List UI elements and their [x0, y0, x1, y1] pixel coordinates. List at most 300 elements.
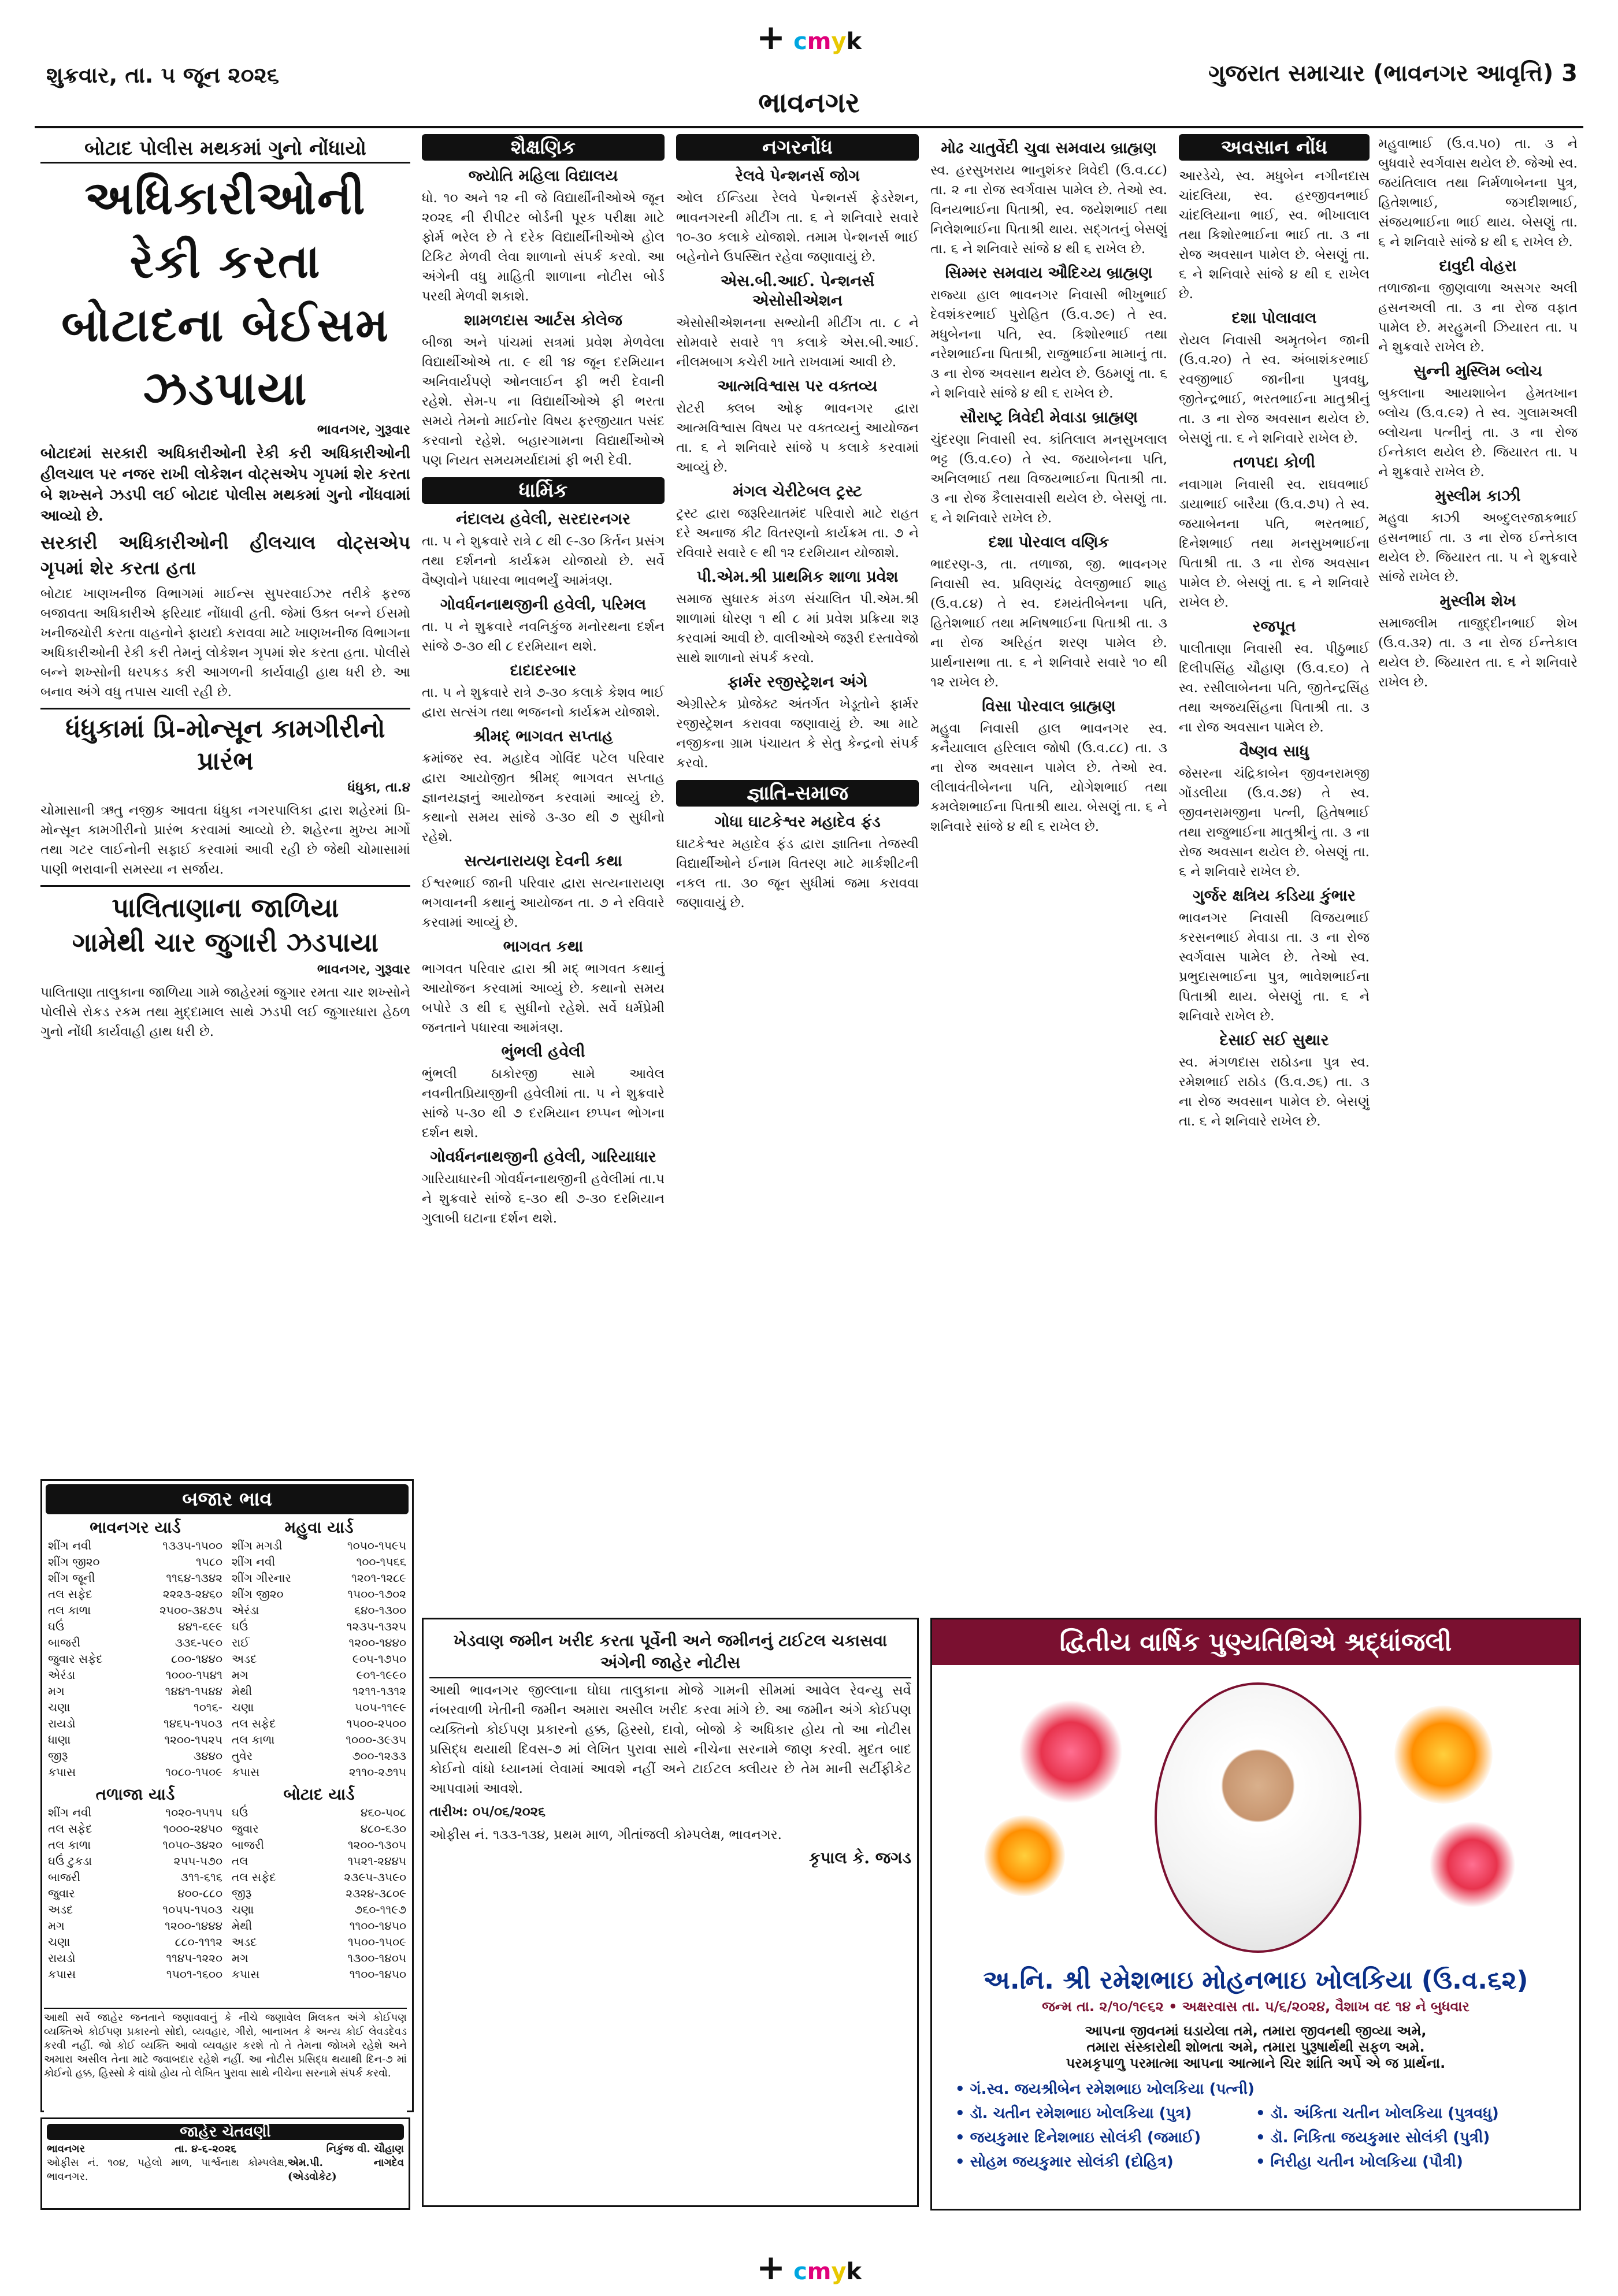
- cmyk-k: k: [846, 28, 862, 55]
- land-notice-address: ઓફીસ નં. ૧૩૩-૧૩૪, પ્રથમ માળ, ગીતાંજલી કોમ્પલેક્ષ, ભાવનગર.: [429, 1827, 782, 1842]
- market-row: [229, 1901, 409, 1918]
- cmyk-k: k: [846, 2258, 862, 2285]
- commodity-name: ચણા: [48, 1935, 70, 1949]
- obituary-item-body: સ્વ. મંગળદાસ રાઠોડના પુત્ર સ્વ. રમેશભાઈ રાઠોડ (ઉ.વ.૭૬) તા. ૩ ના રોજ અવસાન પામેલ છે. બેસણું તા. ૬ ને શનિવારે રાખેલ છે.: [1179, 1055, 1370, 1129]
- left-news-column: [40, 134, 410, 1451]
- commodity-name: શીંગ જી૨૦: [232, 1587, 284, 1601]
- newspaper-edition: ગુજરાત સમાચાર (ભાવનગર આવૃત્તિ) 3: [1208, 60, 1578, 87]
- obituary-item-head: દશા પોલાવાલ: [1231, 309, 1317, 327]
- flower-icon: [1019, 1700, 1123, 1804]
- warning-address: ઓફીસ નં. ૧૦૪, પહેલો માળ, પાર્શ્વનાથ કોમ્પલેક્ષ, ભાવનગર.: [47, 2157, 288, 2183]
- header-rule: [35, 126, 1583, 128]
- cmyk-c: c: [793, 2258, 807, 2285]
- community-head: ગોધા ઘાટકેશ્વર મહાદેવ ફંડ: [714, 813, 881, 831]
- commodity-price: ૪૬૦-૫૦૮: [360, 1805, 406, 1819]
- commodity-name: શીંગ નવી: [232, 1555, 276, 1569]
- market-row: [46, 1651, 225, 1667]
- market-row: [229, 1586, 409, 1602]
- yard-talaja-head: તળાજા યાર્ડ: [95, 1785, 175, 1804]
- obituary-left-item-body: ચુંદરણા નિવાસી સ્વ. કાંતિલાલ મનસુખલાલ ભટ્ટ (ઉ.વ.૯૦) તે સ્વ. જયાબેનના પતિ, અનિલભાઈ તથા વિજયભાઈના પિતાશ્રી તા. ૩ ના રોજ કૈલાસવાસી થયેલ છે. બેસણું તા. ૬ ને શનિવારે રાખેલ છે.: [930, 432, 1167, 526]
- crosshair-icon: +: [756, 17, 786, 58]
- obituary-right-item-body: બુકલાના આયશાબેન હેમતખાન બ્લોચ (ઉ.વ.૯૨) તે સ્વ. ગુલામઅલી બ્લોચના પત્નીનું તા. ૩ ના રોજ ઈન્તેકાલ થયેલ છે. જિયારત તા. ૫ ને શુક્રવારે રાખેલ છે.: [1378, 386, 1578, 480]
- commodity-name: અડદ: [48, 1903, 73, 1916]
- market-row: [46, 1699, 225, 1715]
- obituary-left-list: [930, 139, 1167, 837]
- commodity-name: તલ સફેદ: [48, 1822, 92, 1836]
- obituary-item-head: ગુર્જર ક્ષત્રિય કડિયા કુંભાર: [1193, 887, 1356, 905]
- commodity-name: તલ સફેદ: [48, 1587, 92, 1601]
- market-row: [229, 1554, 409, 1570]
- bhavnagar-yard-table: [46, 1537, 225, 1780]
- obituary-list: [1179, 166, 1370, 1131]
- commodity-price: ૪૮૦-૬૩૦: [360, 1822, 406, 1836]
- warning-date: તા. ૪-૬-૨૦૨૬: [175, 2143, 237, 2155]
- botad-yard-table: [229, 1804, 409, 1982]
- religious-item-body: ગારિયાધારની ગોવર્ધનનાથજીની હવેલીમાં તા.૫ ને શુક્રવારે સાંજે ૬-૩૦ થી ૭-૩૦ દરમિયાન ગુલાબી ઘટાના દર્શન થશે.: [422, 1172, 665, 1226]
- commodity-name: જુવાર: [232, 1822, 259, 1836]
- commodity-name: રાઈ: [232, 1636, 250, 1649]
- commodity-name: બાજરી: [48, 1870, 80, 1884]
- market-row: [46, 1885, 225, 1901]
- obituary-left-item-body: સ્વ. હરસુખરાય ભાનુશંકર ત્રિવેદી (ઉ.વ.૮૮) તા. ૨ ના રોજ સ્વર્ગવાસ પામેલ છે. તેઓ સ્વ. વિનયભાઈના પિતાશ્રી, સ્વ. જયેશભાઈ તથા નિલેશભાઈના પિતાશ્રી થાય. સદ્ગતનું બેસણું તા. ૬ ને શનિવારે સાંજે ૪ થી ૬ રાખેલ છે.: [930, 163, 1167, 257]
- commodity-name: અડદ: [232, 1652, 257, 1666]
- warning-place: ભાવનગર: [47, 2143, 85, 2155]
- monsoon-story: [40, 708, 410, 879]
- commodity-name: રાયડો: [48, 1717, 76, 1730]
- gambling-headline-1: પાલિતાણાના જાળિયા: [112, 892, 339, 923]
- tribute-ad: [930, 1618, 1581, 2210]
- commodity-price: ૮૦૦-૧૪૪૦: [171, 1652, 222, 1666]
- commodity-price: ૧૦૫૦-૩૪૨૦: [162, 1838, 222, 1852]
- commodity-name: બાજરી: [48, 1636, 80, 1649]
- religious-item-body: ક્રમાંજર સ્વ. મહાદેવ ગોવિંદ પટેલ પરિવાર દ્વારા આયોજીત શ્રીમદ્ ભાગવત સપ્તાહ જ્ઞાનયજ્ઞનું આયોજન કરવામાં આવ્યું છે. કથાનો સમય સાંજે ૩-૩૦ થી ૭ સુધીનો રહેશે.: [422, 751, 665, 845]
- obituary-item-body: જેસરના ચંદ્રિકાબેન જીવનરામજી ગોંડલીયા (ઉ.વ.૭૪) તે સ્વ. જીવનરામજીના પત્ની, હિતેષભાઈ તથા રાજુભાઈના માતુશ્રીનું તા. ૩ ના રોજ અવસાન થયેલ છે. બેસણું તા. ૬ ને શનિવારે રાખેલ છે.: [1179, 766, 1370, 879]
- religious-list: [422, 510, 665, 1228]
- family-member: • ગં.સ્વ. જયશ્રીબેન રમેશભાઇ ખોલકિયા (પત્ની): [955, 2080, 1255, 2098]
- land-notice-body: આથી ભાવનગર જીલ્લાના ઘોઘા તાલુકાના મોજે ગામની સીમમાં આવેલ રેવન્યુ સર્વે નંબરવાળી ખેતીની જમીન અમારા અસીલ ખરીદ કરવા માંગે છે. આ જમીન અંગે કોઈપણ વ્યક્તિનો કોઈપણ પ્રકારનો હક્ક, હિસ્સો, દાવો, બોજો કે અધિકાર હોય તો આ નોટીસ પ્રસિદ્ધ થયાથી દિવસ-૭ માં લેખિત પુરાવા સાથે નીચેના સરનામે જાણ કરવી. મુદત બાદ કોઈનો વાંધો ધ્યાનમાં લેવામાં આવશે નહીં અને ટાઈટલ ક્લીયર છે તેમ માની સર્ટીફીકેટ આપવામાં આવશે.: [429, 1683, 911, 1796]
- market-row: [46, 1837, 225, 1853]
- commodity-price: ૧૪૪૧-૧૫૪૪: [165, 1684, 222, 1698]
- tribute-message-1: આપના જીવનમાં ઘડાયેલા તમે, તમારા જીવનથી જીવ્યા અમે,: [1085, 2023, 1427, 2039]
- commodity-name: જીરૂ: [232, 1886, 252, 1900]
- city-news-item-head: મંગલ ચેરીટેબલ ટ્રસ્ટ: [733, 482, 862, 500]
- tribute-title: દ્વિતીય વાર્ષિક પુણ્યતિથિએ શ્રદ્ધાંજલી: [932, 1619, 1579, 1665]
- market-row: [46, 1950, 225, 1966]
- city-news-list: [676, 166, 919, 773]
- market-row: [229, 1885, 409, 1901]
- commodity-price: ૧૨૦૦-૧૩૦૫: [347, 1838, 406, 1852]
- land-notice-title: ખેડવાણ જમીન ખરીદ કરતા પૂર્વેની અને જમીનનું ટાઈટલ ચકાસવા અંગેની જાહેર નોટીસ: [429, 1630, 911, 1678]
- market-row: [46, 1732, 225, 1748]
- flower-icon: [1394, 1706, 1493, 1804]
- obituary-item-head: વૈષ્ણવ સાધુ: [1239, 742, 1309, 760]
- market-row: [229, 1602, 409, 1618]
- religious-item-head: ભાગવત કથા: [503, 938, 584, 956]
- commodity-name: શીંગ ગીરનાર: [232, 1571, 291, 1585]
- religious-item-body: તા. ૫ ને શુક્રવારે રાત્રે ૮ થી ૯-૩૦ કિર્તન પ્રસંગ તથા દર્શનનો કાર્યક્રમ યોજાયો છે. સર્વે વૈષ્ણવોને પધારવા ભાવભર્યું આમંત્રણ.: [422, 534, 665, 588]
- market-row: [229, 1837, 409, 1853]
- commodity-name: તલ કાળા: [48, 1838, 91, 1852]
- city-news-item-body: રોટરી ક્લબ ઓફ ભાવનગર દ્વારા આત્મવિશ્વાસ વિષય પર વક્તવ્યનું આયોજન તા. ૬ ને શનિવારે સાંજે ૫ કલાકે કરવામાં આવ્યું છે.: [676, 401, 919, 475]
- land-title-notice: [422, 1618, 919, 2207]
- market-row: [46, 1869, 225, 1885]
- obituary-right-item-head: દાવુદી વોહરા: [1439, 257, 1517, 275]
- commodity-price: ૧૪૬૫-૧૫૦૩: [163, 1717, 222, 1730]
- commodity-price: ૧૫૮૦: [196, 1555, 222, 1569]
- commodity-price: ૨૧૧૦-૨૭૧૫: [348, 1765, 406, 1779]
- obituary-item-head: તળપદા કોળી: [1233, 454, 1316, 471]
- market-row: [46, 1715, 225, 1732]
- obituary-left-item-head: વિસા પોરવાલ બ્રાહ્મણ: [982, 697, 1116, 715]
- commodity-price: ૧૫૦૦-૨૫૦૦: [346, 1717, 406, 1730]
- commodity-price: ૧૦૫૫-૧૫૦૩: [162, 1903, 222, 1916]
- city-news-item-head: પી.એમ.શ્રી પ્રાથમિક શાળા પ્રવેશ: [696, 568, 899, 586]
- obituary-item-body: રોયલ નિવાસી અમૃતબેન જાની (ઉ.વ.૨૦) તે સ્વ. અંબાશંકરભાઈ રવજીભાઈ જાનીના પુત્રવધુ, જીતેન્દ્રભાઈ, ભરતભાઈના માતુશ્રીનું તા. ૩ ના રોજ અવસાન થયેલ છે. બેસણું તા. ૬ ને શનિવારે રાખેલ છે.: [1179, 333, 1370, 446]
- family-member: • સોહમ જયકુમાર સોલંકી (દોહિત્ર): [955, 2153, 1174, 2171]
- warning-title: જાહેર ચેતવણી: [47, 2124, 404, 2140]
- commodity-name: ઘઉં ટુકડા: [48, 1854, 92, 1868]
- commodity-price: ૫૦૫-૧૧૯૯: [355, 1700, 406, 1714]
- obituary-column-left: [930, 134, 1167, 1619]
- obituary-left-item-body: ભાદરણ-૩, તા. તળાજા, જી. ભાવનગર નિવાસી સ્વ. પ્રવિણચંદ્ર વેલજીભાઈ શાહ (ઉ.વ.૮૪) તે સ્વ. દમયંતીબેનના પતિ, હિતેશભાઈ તથા મનિષભાઈના પિતાશ્રી તા. ૩ ના રોજ અરિહંત શરણ પામેલ છે. પ્રાર્થનાસભા તા. ૬ ને શનિવારે સવારે ૧૦ થી ૧૨ રાખેલ છે.: [930, 557, 1167, 690]
- commodity-name: ધાણા: [48, 1733, 71, 1747]
- religious-item-body: ઈશ્વરભાઈ જાની પરિવાર દ્વારા સત્યનારાયણ ભગવાનની કથાનું આયોજન તા. ૭ ને રવિવારે કરવામાં આવ્યું છે.: [422, 876, 665, 930]
- commodity-price: ૧૨૩૫-૧૩૨૫: [346, 1619, 406, 1633]
- commodity-price: ૧૫૨૧-૨૪૪૫: [347, 1854, 406, 1868]
- warning-body: આથી સર્વે જાહેર જનતાને જણાવવાનું કે નીચે જણાવેલ મિલકત અંગે કોઈપણ વ્યક્તિએ કોઈપણ પ્રકારનો સોદો, વ્યવહાર, ગીરો, બાનાખત કે અન્ય કોઈ લેવડદેવડ કરવી નહીં. જો કોઈ વ્યક્તિ આવો વ્યવહાર કરશે તો તે તેમના જોખમે રહેશે અને અમારા અસીલ તેના માટે જવાબદાર રહેશે નહીં. આ નોટીસ પ્રસિદ્ધ થયાથી દિન-૭ માં કોઈનો હક્ક, હિસ્સો કે વાંધો હોય તો લેખિત પુરાવા સાથે નીચેના સરનામે સંપર્ક કરવો.: [44, 2012, 407, 2079]
- commodity-name: તલ સફેદ: [232, 1717, 276, 1730]
- market-row: [229, 1934, 409, 1950]
- commodity-name: તુવેર: [232, 1749, 253, 1763]
- commodity-price: ૧૨૦૦-૧૪૪૪: [165, 1919, 222, 1933]
- land-notice-advocate: કૃપાલ કે. જગડ: [808, 1848, 911, 1867]
- commodity-price: ૧૦૫૦-૧૫૯૫: [347, 1539, 406, 1552]
- obituary-right-item-body: મહુવાભાઈ (ઉ.વ.૫૦) તા. ૩ ને બુધવારે સ્વર્ગવાસ થયેલ છે. જેઓ સ્વ. જયંતિલાલ તથા નિર્મળાબેનના પુત્ર, હિતેશભાઈ, જગદીશભાઈ, સંજયભાઈના ભાઈ થાય. બેસણું તા. ૬ ને શનિવારે સાંજે ૪ થી ૬ રાખેલ છે.: [1378, 136, 1578, 250]
- education-religious-column: [422, 134, 665, 1596]
- city-news-item-body: ઓલ ઈન્ડિયા રેલવે પેન્શનર્સ ફેડરેશન, ભાવનગરની મીટીંગ તા. ૬ ને શનિવારે સવારે ૧૦-૩૦ કલાકે યોજાશે. તમામ પેન્શનર્સ ભાઈ બહેનોને ઉપસ્થિત રહેવા જણાવાયું છે.: [676, 191, 919, 265]
- commodity-name: તલ: [232, 1854, 248, 1868]
- warning-signature-row: [47, 2142, 404, 2156]
- commodity-name: મગ: [48, 1919, 65, 1933]
- commodity-price: ૩૧૧-૬૧૬: [180, 1870, 222, 1884]
- portrait-photo: [1155, 1682, 1361, 1953]
- commodity-name: ઘઉં: [232, 1619, 248, 1633]
- religious-item-head: દાદાદરબાર: [510, 662, 577, 679]
- commodity-price: ૧૨૦૦-૧૫૨૫: [164, 1733, 222, 1747]
- market-row: [229, 1918, 409, 1934]
- obituary-item-body: નવાગામ નિવાસી સ્વ. રાઘવભાઈ ડાયાભાઈ બારૈયા (ઉ.વ.૭૫) તે સ્વ. જયાબેનના પતિ, ભરતભાઈ, દિનેશભાઈ તથા મનસુખભાઈના પિતાશ્રી તા. ૩ ના રોજ અવસાન પામેલ છે. બેસણું તા. ૬ ને શનિવારે રાખેલ છે.: [1179, 477, 1370, 610]
- market-row: [46, 1918, 225, 1934]
- education-item-head: શામળદાસ આર્ટસ કોલેજ: [464, 311, 622, 329]
- family-member: • નિરીહા ચતીન ખોલકિયા (પૌત્રી): [1256, 2153, 1463, 2171]
- obituary-item-body: પાલીતાણા નિવાસી સ્વ. પીઠુભાઈ દિલીપસિંહ ચૌહાણ (ઉ.વ.૬૦) તે સ્વ. રસીલાબેનના પતિ, જીતેન્દ્રસિંહ તથા અજયસિંહના પિતાશ્રી તા. ૩ ના રોજ અવસાન પામેલ છે.: [1179, 641, 1370, 735]
- obituary-right-item-body: તળાજાના જીણવાળા અસગર અલી હસનઅલી તા. ૩ ના રોજ વફાત પામેલ છે. મરહુમની ઝિયારત તા. ૫ ને શુક્રવારે રાખેલ છે.: [1378, 281, 1578, 355]
- commodity-price: ૧૩૦૦-૧૪૦૫: [347, 1951, 406, 1965]
- obituary-left-item-head: મોઢ ચાતુર્વેદી ચુવા સમવાય બ્રાહ્મણ: [941, 139, 1157, 157]
- obituary-item-body: ભાવનગર નિવાસી વિજયભાઈ કરસનભાઈ મેવાડા તા. ૩ ના રોજ સ્વર્ગવાસ પામેલ છે. તેઓ સ્વ. પ્રભુદાસભાઈના પુત્ર, ભાવેશભાઈના પિતાશ્રી થાય. બેસણું તા. ૬ ને શનિવારે રાખેલ છે.: [1179, 911, 1370, 1024]
- commodity-price: ૬૪૦-૧૩૦૦: [354, 1603, 406, 1617]
- issue-date: શુક્રવાર, તા. ૫ જૂન ૨૦૨૬: [46, 62, 280, 88]
- lead-intro: બોટાદમાં સરકારી અધિકારીઓની રેકી કરી અધિકારીઓની હીલચાલ પર નજર રાખી લોકેશન વોટ્સએપ ગૃપમાં શેર કરતા બે શખ્સને ઝડપી લઈ બોટાદ પોલીસ મથકમાં ગુનો નોંધવામાં આવ્યો છે.: [40, 445, 410, 525]
- commodity-price: ૨૩૨૪-૩૮૦૯: [346, 1886, 406, 1900]
- commodity-name: શીંગ મગડી: [232, 1539, 283, 1552]
- commodity-price: ૧૦૦૦-૩૯૩૫: [346, 1733, 406, 1747]
- flower-icon: [984, 1815, 1065, 1896]
- tribute-dates: જન્મ તા. ૨/૧૦/૧૯૬૨ • અક્ષરવાસ તા. ૫/૬/૨૦૨૪, વૈશાખ વદ ૧૪ ને બુધવાર: [1042, 1998, 1469, 2015]
- commodity-name: મગ: [232, 1951, 248, 1965]
- religious-item-head: સત્યનારાયણ દેવની કથા: [464, 852, 622, 870]
- flower-icon: [1429, 1821, 1516, 1908]
- market-row: [229, 1764, 409, 1780]
- market-row: [229, 1950, 409, 1966]
- cmyk-y: y: [831, 2258, 847, 2285]
- commodity-name: કપાસ: [232, 1765, 260, 1779]
- commodity-name: શીંગ નવી: [48, 1539, 92, 1552]
- warning-advocate: નિકુંજ વી. ચૌહાણ: [326, 2143, 404, 2155]
- warning-body-area: [44, 2008, 407, 2115]
- commodity-price: ૩૩૬-૫૯૦: [175, 1636, 222, 1649]
- yard-mahuva-head: મહુવા યાર્ડ: [284, 1518, 354, 1537]
- commodity-name: શીંગ જી૨૦: [48, 1555, 100, 1569]
- commodity-name: મેથી: [232, 1684, 253, 1698]
- commodity-name: ચણા: [48, 1700, 70, 1714]
- talaja-yard-table: [46, 1804, 225, 1982]
- lead-kicker: બોટાદ પોલીસ મથકમાં ગુનો નોંધાયો: [40, 139, 410, 164]
- commodity-price: ૨૩૯૫-૩૫૯૦: [344, 1870, 406, 1884]
- education-item-body: બીજા અને પાંચમાં સત્રમાં પ્રવેશ મેળવેલા વિદ્યાર્થીઓએ તા. ૯ થી ૧૪ જૂન દરમિયાન અનિવાર્યપણે ઓનલાઈન ફી ભરી દેવાની રહેશે. સેમ-૫ ના વિદ્યાર્થીઓએ ફી ભરતા સમયે તેમનો માઈનોર વિષય ફરજીયાત પસંદ કરવાનો રહેશે. બહારગામના વિદ્યાર્થીઓએ પણ નિયત સમયમર્યાદામાં ફી ભરી દેવી.: [422, 335, 665, 468]
- market-row: [229, 1667, 409, 1683]
- city-news-item-body: એસોસીએશનના સભ્યોની મીટીંગ તા. ૮ ને સોમવારે સવારે ૧૧ કલાકે એસ.બી.આઈ. નીલમબાગ કચેરી ખાતે રાખવામાં આવી છે.: [676, 315, 919, 370]
- cmyk-c: c: [793, 28, 807, 55]
- commodity-price: ૪૪૧-૬૯૯: [178, 1619, 222, 1633]
- market-row: [229, 1732, 409, 1748]
- market-row: [46, 1804, 225, 1821]
- religious-item-head: ભુંભલી હવેલી: [501, 1043, 585, 1061]
- commodity-price: ૨૨૨૩-૨૪૬૦: [162, 1587, 222, 1601]
- commodity-price: ૧૦૨૦-૧૫૧૫: [165, 1805, 222, 1819]
- registration-mark-bottom: [682, 2247, 936, 2288]
- commodity-name: એરંડા: [48, 1668, 76, 1682]
- religious-item-body: ભાગવત પરિવાર દ્વારા શ્રી મદ્ ભાગવત કથાનું આયોજન કરવામાં આવ્યું છે. કથાનો સમય બપોરે ૩ થી ૬ સુધીનો રહેશે. સર્વે ધર્મપ્રેમી જનતાને પધારવા આમંત્રણ.: [422, 961, 665, 1035]
- tribute-photo-area: [932, 1665, 1579, 1966]
- commodity-price: ૧૫૦૦-૧૫૦૯: [347, 1935, 406, 1949]
- market-row: [46, 1821, 225, 1837]
- cmyk-m: m: [807, 28, 832, 55]
- commodity-name: બાજરી: [232, 1838, 264, 1852]
- obituary-column-main: [1179, 134, 1370, 1619]
- commodity-name: ચણા: [232, 1903, 254, 1916]
- market-row: [229, 1634, 409, 1651]
- market-row: [46, 1934, 225, 1950]
- obituary-right-list: [1378, 134, 1578, 692]
- city-news-column: [676, 134, 919, 1498]
- market-row: [229, 1537, 409, 1554]
- market-row: [229, 1853, 409, 1869]
- market-row: [229, 1821, 409, 1837]
- yard-bhavnagar-head: ભાવનગર યાર્ડ: [90, 1518, 181, 1537]
- family-member: • ડૉ. અંકિતા ચતીન ખોલકિયા (પુત્રવધુ): [1256, 2105, 1499, 2122]
- commodity-name: ઘઉં: [48, 1619, 65, 1633]
- commodity-price: ૧૧૦૦-૧૪૫૦: [349, 1967, 406, 1981]
- commodity-price: ૮૮૦-૧૧૧૨: [175, 1935, 222, 1949]
- education-item-body: ધો. ૧૦ અને ૧૨ ની જે વિદ્યાર્થીનીઓએ જૂન ૨૦૨૬ ની રીપીટર બોર્ડની પૂરક પરીક્ષા માટે ફોર્મ ભરેલ છે તે દરેક વિદ્યાર્થીનીઓએ હોલ ટિકિટ મેળવી લેવા શાળાનો સંપર્ક કરવો. આ અંગેની વધુ માહિતી શાળાના નોટીસ બોર્ડ પરથી મેળવી શકાશે.: [422, 191, 665, 304]
- commodity-price: ૭૦૦-૧૨૩૩: [352, 1749, 406, 1763]
- commodity-price: ૧૦૦-૧૫૬૬: [356, 1555, 406, 1569]
- market-row: [229, 1715, 409, 1732]
- obituary-left-item-body: મહુવા નિવાસી હાલ ભાવનગર સ્વ. કનૈયાલાલ હરિલાલ જોષી (ઉ.વ.૮૮) તા. ૩ ના રોજ અવસાન પામેલ છે. તેઓ સ્વ. લીલાવંતીબેનના પતિ, યોગેશભાઈ તથા કમલેશભાઈના પિતાશ્રી થાય. બેસણું તા. ૬ ને શનિવારે સાંજે ૪ થી ૬ રાખેલ છે.: [930, 721, 1167, 834]
- commodity-price: ૪૦૦-૮૮૦: [177, 1886, 222, 1900]
- obituary-right-item-head: સુન્ની મુસ્લિમ બ્લોચ: [1413, 362, 1542, 380]
- lead-dateline: ભાવનગર, ગુરૂવાર: [317, 422, 410, 437]
- mahuva-yard-table: [229, 1537, 409, 1780]
- market-row: [46, 1667, 225, 1683]
- market-row: [229, 1699, 409, 1715]
- obituary-left-item-head: સૌરાષ્ટ્ર ત્રિવેદી મેવાડા બ્રાહ્મણ: [959, 408, 1138, 426]
- commodity-name: શીંગ જૂની: [48, 1571, 95, 1585]
- obituary-right-item-head: મુસ્લીમ કાઝી: [1435, 487, 1521, 505]
- market-title: બજાર ભાવ: [46, 1484, 409, 1514]
- commodity-price: ૨૫૦૦-૩૪૭૫: [159, 1603, 222, 1617]
- obituary-item-head: રજપૂત: [1252, 618, 1296, 636]
- city-news-item-body: સમાજ સુધારક મંડળ સંચાલિત પી.એમ.શ્રી શાળામાં ધોરણ ૧ થી ૮ માં પ્રવેશ પ્રક્રિયા શરૂ કરવામાં આવી છે. વાલીઓએ જરૂરી દસ્તાવેજો સાથે શાળાનો સંપર્ક કરવો.: [676, 592, 919, 666]
- market-row: [46, 1901, 225, 1918]
- commodity-price: ૧૦૧૬-: [193, 1700, 222, 1714]
- city-news-item-head: આત્મવિશ્વાસ પર વક્તવ્ય: [717, 377, 878, 395]
- lead-body: બોટાદ ખાણખનીજ વિભાગમાં માઈન્સ સુપરવાઈઝર તરીકે ફરજ બજાવતા અધિકારીએ ફરિયાદ નોંધાવી હતી. જેમાં ઉક્ત બન્ને ઈસમો ખનીજચોરી કરતા વાહનોને ફાયદો કરાવવા માટે ખાણખનીજ વિભાગના અધિકારીઓની રેકી કરી તેમનું લોકેશન ગૃપમાં શેર કરતા હતા. પોલીસે બન્ને શખ્સોની ધરપકડ કરી આગળની કાર્યવાહી હાથ ધરી છે. આ બનાવ અંગે વધુ તપાસ ચાલી રહી છે.: [40, 586, 410, 700]
- obituary-left-item-body: રાજ્યા હાલ ભાવનગર નિવાસી ભીખુભાઈ દેવશંકરભાઈ પુરોહિત (ઉ.વ.૭૯) તે સ્વ. મધુબેનના પતિ, સ્વ. કિશોરભાઈ તથા નરેશભાઈના પિતાશ્રી, રાજુભાઈના મામાનું તા. ૩ ના રોજ અવસાન થયેલ છે. ઉઠમણું તા. ૬ ને શનિવારે સાંજે ૪ થી ૬ રાખેલ છે.: [930, 288, 1167, 401]
- commodity-name: તલ સફેદ: [232, 1870, 276, 1884]
- education-title: શૈક્ષણિક: [422, 134, 665, 161]
- commodity-price: ૧૨૦૦-૧૪૪૦: [348, 1636, 406, 1649]
- education-list: [422, 166, 665, 470]
- city-news-item-body: એગ્રીસ્ટેક પ્રોજેક્ટ અંતર્ગત ખેડૂતોને ફાર્મર રજીસ્ટ્રેશન કરાવવા જણાવાયું છે. આ માટે નજીકના ગ્રામ પંચાયત કે સેતુ કેન્દ્રનો સંપર્ક કરવો.: [676, 697, 919, 771]
- warning-degree: એમ.પી. નાગદેવ (એડવોકેટ): [287, 2157, 404, 2183]
- market-row: [46, 1683, 225, 1699]
- commodity-name: એરંડા: [232, 1603, 259, 1617]
- market-row: [46, 1618, 225, 1634]
- city-news-title: નગરનોંધ: [676, 134, 919, 161]
- city-news-item-head: ફાર્મર રજીસ્ટ્રેશન અંગે: [728, 673, 867, 691]
- commodity-price: ૩૪૪૦: [193, 1749, 222, 1763]
- warning-address-row: [47, 2156, 404, 2184]
- market-row: [46, 1586, 225, 1602]
- tribute-message-2: તમારા સંસ્કારોથી શોભતા અમે, તમારા પુરૂષાર્થથી સફળ અમે.: [1086, 2039, 1425, 2055]
- commodity-name: કપાસ: [48, 1967, 76, 1981]
- commodity-price: ૧૦૮૦-૧૫૦૯: [165, 1765, 222, 1779]
- cmyk-y: y: [831, 28, 847, 55]
- market-row: [46, 1853, 225, 1869]
- market-row: [229, 1651, 409, 1667]
- lead-headline-1: અધિકારીઓની રેકી કરતા: [84, 170, 366, 288]
- city-news-item-head: એસ.બી.આઈ. પેન્શનર્સ એસોસીએશન: [720, 272, 875, 310]
- monsoon-body: ચોમાસાની ઋતુ નજીક આવતા ધંધુકા નગરપાલિકા દ્વારા શહેરમાં પ્રિ-મોન્સૂન કામગીરીનો પ્રારંભ કરવામાં આવ્યો છે. શહેરના મુખ્ય માર્ગો તથા ગટર લાઈનોની સફાઈ કરવામાં આવી રહી છે જેથી ચોમાસામાં પાણી ભરાવાની સમસ્યા ન સર્જાય.: [40, 803, 410, 877]
- market-row: [229, 1804, 409, 1821]
- market-row: [46, 1748, 225, 1764]
- obituary-left-item-head: સિમ્મર સમવાય ઔદિચ્ય બ્રાહ્મણ: [945, 264, 1153, 282]
- family-member: • ડૉ. ચતીન રમેશભાઇ ખોલકિયા (પુત્ર): [955, 2105, 1192, 2122]
- cmyk-m: m: [807, 2258, 832, 2285]
- monsoon-dateline: ધંધુકા, તા.૪: [347, 779, 410, 795]
- tribute-name: અ.નિ. શ્રી રમેશભાઇ મોહનભાઇ ખોલકિયા (ઉ.વ.૬૨): [983, 1966, 1528, 1995]
- commodity-price: ૧૫૦૧-૧૬૦૦: [166, 1967, 222, 1981]
- commodity-price: ૧૦૦૦-૧૫૪૧: [165, 1668, 222, 1682]
- commodity-name: જીરૂ: [48, 1749, 68, 1763]
- commodity-price: ૧૦૦૦-૨૪૫૦: [163, 1822, 222, 1836]
- family-member: • ડૉ. નિકિતા જયકુમાર સોલંકી (પુત્રી): [1256, 2129, 1490, 2146]
- religious-item-head: નંદાલય હવેલી, સરદારનગર: [456, 510, 630, 528]
- obituary-right-item-body: સમાજલીમ તાજુદ્દીનભાઈ શેખ (ઉ.વ.૩૨) તા. ૩ ના રોજ ઈન્તેકાલ થયેલ છે. જિયારત તા. ૬ ને શનિવારે રાખેલ છે.: [1378, 616, 1578, 690]
- commodity-name: રાયડો: [48, 1951, 76, 1965]
- market-row: [229, 1966, 409, 1982]
- gambling-dateline: ભાવનગર, ગુરૂવાર: [317, 961, 410, 977]
- market-row: [46, 1602, 225, 1618]
- commodity-name: મગ: [232, 1668, 248, 1682]
- commodity-price: ૧૧૪૫-૧૨૨૦: [166, 1951, 222, 1965]
- commodity-price: ૧૫૦૦-૧૭૦૨: [347, 1587, 406, 1601]
- market-row: [229, 1869, 409, 1885]
- commodity-name: શીંગ નવી: [48, 1805, 92, 1819]
- gambling-headline-2: ગામેથી ચાર જુગારી ઝડપાયા: [72, 927, 379, 958]
- commodity-price: ૧૧૦૦-૧૪૫૦: [349, 1919, 406, 1933]
- monsoon-headline: ધંધુકામાં પ્રિ-મોન્સૂન કામગીરીનો પ્રારંભ: [65, 714, 385, 776]
- community-title: જ્ઞાતિ-સમાજ: [676, 780, 919, 807]
- obituary-item-head: દેસાઈ સઈ સુથાર: [1219, 1031, 1329, 1049]
- religious-item-body: તા. ૫ ને શુક્રવારે નવનિકુંજ મનોરથના દર્શન સાંજે ૭-૩૦ થી ૮ દરમિયાન થશે.: [422, 619, 665, 654]
- lead-subhead: સરકારી અધિકારીઓની હીલચાલ વોટ્સએપ ગૃપમાં શેર કરતા હતા: [40, 532, 410, 579]
- tribute-message-3: પરમકૃપાળુ પરમાત્મા આપના આત્માને ચિર શાંતિ અર્પે એ જ પ્રાર્થના.: [1066, 2055, 1446, 2071]
- commodity-name: કપાસ: [48, 1765, 76, 1779]
- registration-mark-top: [682, 17, 936, 58]
- market-row: [46, 1634, 225, 1651]
- gambling-story: [40, 885, 410, 1042]
- commodity-price: ૧૧૬૪-૧૩૪૨: [166, 1571, 222, 1585]
- commodity-price: ૯૦૫-૧૭૫૦: [352, 1652, 406, 1666]
- market-row: [46, 1966, 225, 1982]
- commodity-price: ૨૫૫-૫૭૦: [173, 1854, 222, 1868]
- market-row: [46, 1537, 225, 1554]
- religious-item-head: ગોવર્ધનનાથજીની હવેલી, ગારિયાધાર: [430, 1148, 656, 1166]
- market-row: [46, 1570, 225, 1586]
- commodity-name: જુવાર સફેદ: [48, 1652, 103, 1666]
- commodity-price: ૧૨૦૧-૧૨૮૯: [351, 1571, 406, 1585]
- market-row: [46, 1764, 225, 1780]
- education-item-head: જ્યોતિ મહિલા વિદ્યાલય: [468, 167, 618, 185]
- market-row: [46, 1554, 225, 1570]
- religious-title: ધાર્મિક: [422, 477, 665, 504]
- public-warning-notice: [40, 2117, 410, 2210]
- commodity-name: મેથી: [232, 1919, 253, 1933]
- gambling-body: પાલિતાણા તાલુકાના જાળિયા ગામે જાહેરમાં જુગાર રમતા ચાર શખ્સોને પોલીસે રોકડ રકમ તથા મુદ્દામાલ સાથે ઝડપી લઈ જુગારધારા હેઠળ ગુનો નોંધી કાર્યવાહી હાથ ધરી છે.: [40, 985, 410, 1039]
- tribute-family-list: [932, 2071, 1579, 2180]
- city-news-item-head: રેલવે પેન્શનર્સ જોગ: [735, 167, 860, 185]
- market-row: [229, 1748, 409, 1764]
- religious-item-body: ભુંભલી ઠાકોરજી સામે આવેલ નવનીતપ્રિયાજીની હવેલીમાં તા. ૫ ને શુક્રવારે સાંજે ૫-૩૦ થી ૭ દરમિયાન છપ્પન ભોગના દર્શન થશે.: [422, 1067, 665, 1140]
- commodity-name: જુવાર: [48, 1886, 75, 1900]
- city-news-item-body: ટ્રસ્ટ દ્વારા જરૂરિયાતમંદ પરિવારો માટે રાહત દરે અનાજ કીટ વિતરણનો કાર્યક્રમ તા. ૭ ને રવિવારે સવારે ૯ થી ૧૨ દરમિયાન યોજાશે.: [676, 506, 919, 560]
- family-member: • જયકુમાર દિનેશભાઇ સોલંકી (જમાઈ): [955, 2129, 1201, 2146]
- commodity-price: ૧૩૩૫-૧૫૦૦: [162, 1539, 222, 1552]
- obituary-item-body: આરડેચે, સ્વ. મધુબેન નગીનદાસ ચાંદલિયા, સ્વ. હરજીવનભાઈ ચાંદલિયાના ભાઈ, સ્વ. ભીખાલાલ તથા કિશોરભાઈના ભાઈ તા. ૩ ના રોજ અવસાન પામેલ છે. બેસણું તા. ૬ ને શનિવારે સાંજે ૪ થી ૬ રાખેલ છે.: [1179, 169, 1370, 302]
- religious-item-head: ગોવર્ધનનાથજીની હવેલી, પરિમલ: [440, 596, 647, 614]
- commodity-name: અડદ: [232, 1935, 257, 1949]
- lead-headline-2: બોટાદના બેઈસમ ઝડપાયા: [61, 298, 389, 415]
- commodity-price: ૭૬૦-૧૧૯૭: [354, 1903, 406, 1916]
- community-body: ઘાટકેશ્વર મહાદેવ ફંડ દ્વારા જ્ઞાતિના તેજસ્વી વિદ્યાર્થીઓને ઈનામ વિતરણ માટે માર્કશીટની નકલ તા. ૩૦ જૂન સુધીમાં જમા કરાવવા જણાવાયું છે.: [676, 837, 919, 911]
- market-row: [229, 1683, 409, 1699]
- commodity-name: તલ કાળા: [232, 1733, 275, 1747]
- commodity-name: તલ કાળા: [48, 1603, 91, 1617]
- obituary-title: અવસાન નોંધ: [1179, 134, 1370, 161]
